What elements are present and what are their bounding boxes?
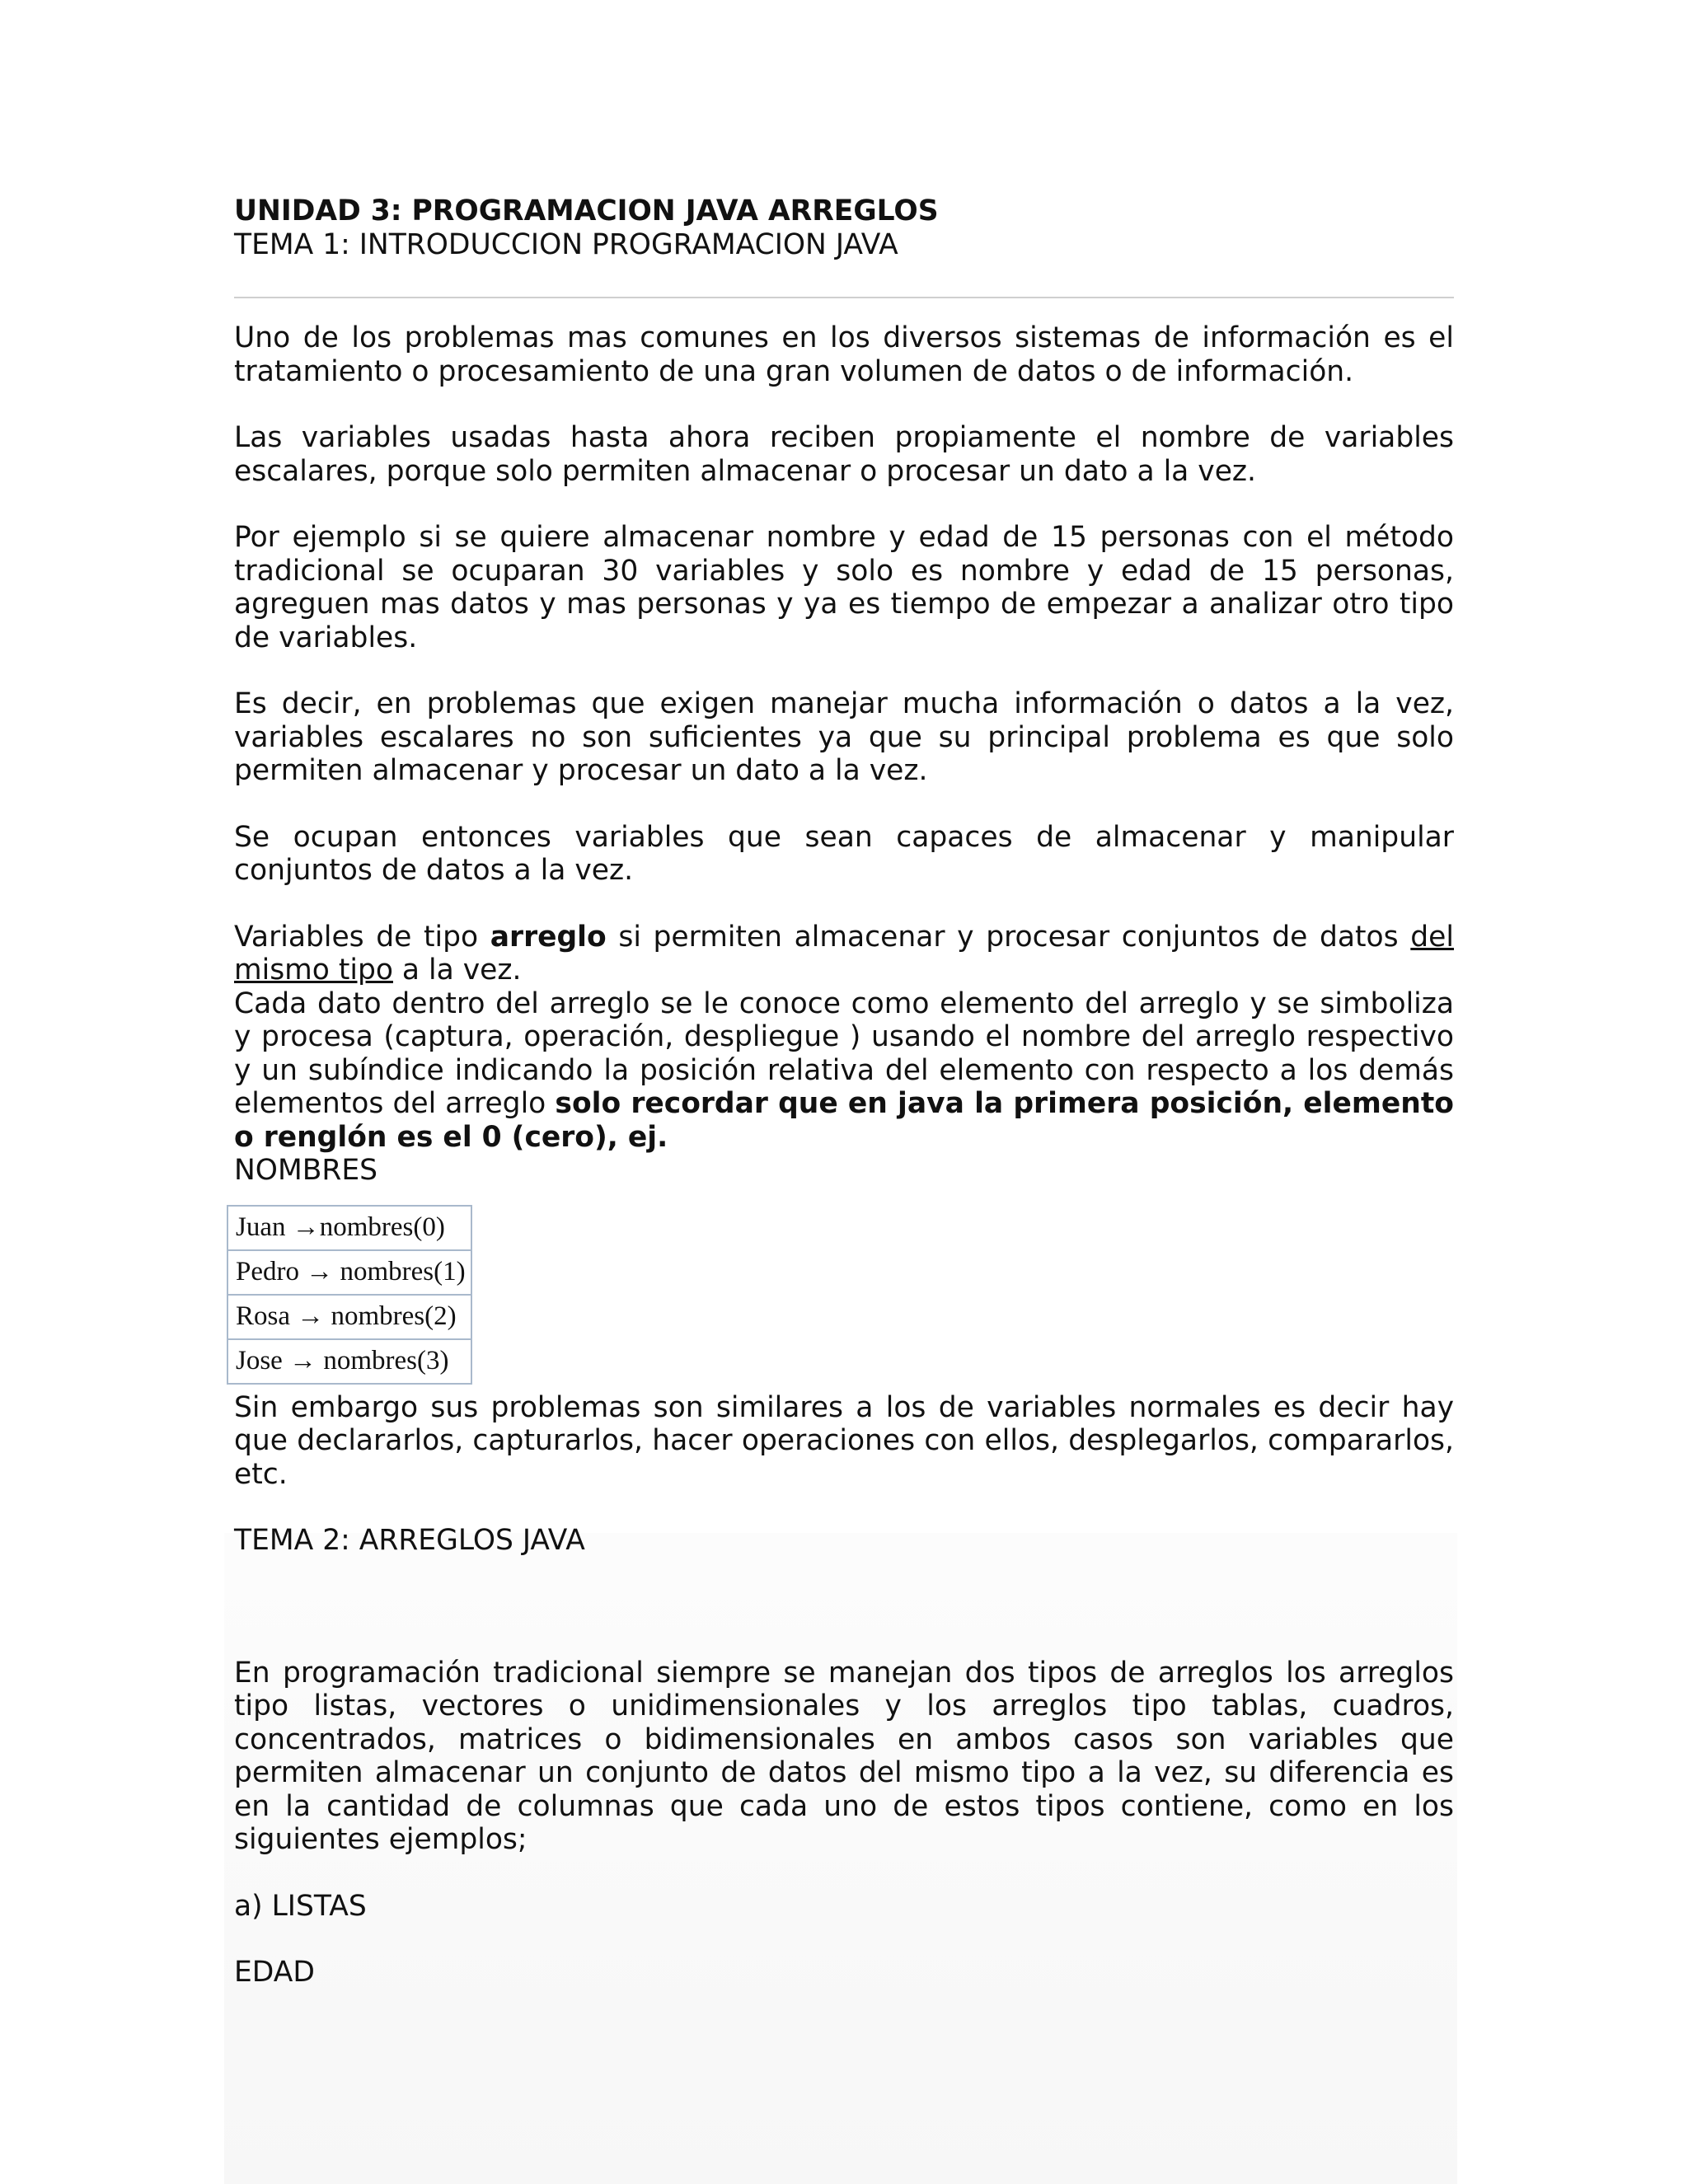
- p7-bold-note: solo recordar que en java la primera posición, elemento o renglón es el 0 (cero), ej.: [234, 1087, 1455, 1154]
- topic-title: TEMA 1: INTRODUCCION PROGRAMACION JAVA: [234, 227, 898, 261]
- nombres-label: NOMBRES: [234, 1154, 378, 1187]
- horizontal-divider: [234, 297, 1454, 298]
- table-row: [227, 1339, 471, 1384]
- table-row: [227, 1250, 471, 1295]
- document-content: [234, 194, 1454, 1990]
- paragraph-1: Uno de los problemas mas comunes en los diversos sistemas de información es el tratamiento o procesamiento de una gran volumen de datos o de información.: [234, 321, 1454, 388]
- p6-text-1: Variables de tipo: [234, 920, 490, 954]
- p6-bold-arreglo: arreglo: [490, 920, 607, 954]
- paragraph-2: Las variables usadas hasta ahora reciben propiamente el nombre de variables escalares, porque solo permiten almacenar o procesar un dato a la vez.: [234, 421, 1454, 488]
- paragraph-8: Sin embargo sus problemas son similares a los de variables normales es decir hay que declararlos, capturarlos, hacer operaciones con ellos, desplegarlos, compararlos, etc.: [234, 1390, 1454, 1491]
- table-row: [227, 1206, 471, 1250]
- paragraph-9: En programación tradicional siempre se manejan dos tipos de arreglos los arreglos tipo listas, vectores o unidimensionales y los arreglos tipo tablas, cuadros, concentrados, matrices o bidimensionales en ambos casos son variables que permiten almacenar un conjunto de datos del mismo tipo a la vez, su diferencia es en la cantidad de columnas que cada uno de estos tipos contiene, como en los siguientes ejemplos;: [234, 1656, 1454, 1856]
- paragraph-3: Por ejemplo si se quiere almacenar nombre y edad de 15 personas con el método tradicional se ocuparan 30 variables y solo es nombre y edad de 15 personas, agreguen mas datos y mas personas y ya es tiempo de empezar a analizar otro tipo de variables.: [234, 521, 1454, 654]
- table-cell: Rosa → nombres(2): [227, 1295, 471, 1339]
- listas-heading: a) LISTAS: [234, 1889, 367, 1923]
- p6-text-2: si permiten almacenar y procesar conjuntos de datos: [606, 920, 1411, 954]
- paragraph-4: Es decir, en problemas que exigen manejar mucha información o datos a la vez, variables escalares no son suficientes ya que su principal problema es que solo permiten almacenar y procesar un dato a la vez.: [234, 687, 1454, 787]
- table-cell: Juan →nombres(0): [227, 1206, 471, 1250]
- table-cell: Jose → nombres(3): [227, 1339, 471, 1384]
- table-row: [227, 1295, 471, 1339]
- edad-label: EDAD: [234, 1956, 315, 1989]
- paragraph-6: [234, 921, 1454, 987]
- p6-text-3: a la vez.: [392, 954, 522, 987]
- table-cell: Pedro → nombres(1): [227, 1250, 471, 1295]
- p6-underlined-text: del mismo tipo: [234, 920, 1454, 987]
- nombres-table: [227, 1205, 472, 1385]
- p7-text: Cada dato dentro del arreglo se le conoce como elemento del arreglo y se simboliza y procesa (captura, operación, despliegue ) usando el nombre del arreglo respectivo y un subíndice indicando la posición relativa del elemento con respecto a los demás elementos del arreglo: [234, 987, 1454, 1120]
- unit-title: UNIDAD 3: PROGRAMACION JAVA ARREGLOS: [234, 194, 939, 227]
- topic-2-title: TEMA 2: ARREGLOS JAVA: [234, 1524, 585, 1557]
- paragraph-5: Se ocupan entonces variables que sean capaces de almacenar y manipular conjuntos de datos a la vez.: [234, 820, 1454, 887]
- paragraph-7: [234, 987, 1454, 1155]
